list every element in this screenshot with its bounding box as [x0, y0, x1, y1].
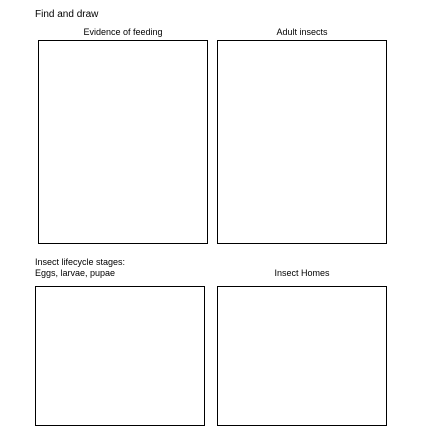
adult-insects-drawing-box[interactable] — [217, 40, 387, 244]
lifecycle-stages-drawing-box[interactable] — [35, 286, 205, 426]
page-title: Find and draw — [35, 9, 99, 20]
lifecycle-stages-label-line-2: Eggs, larvae, pupae — [35, 268, 116, 278]
evidence-of-feeding-drawing-box[interactable] — [38, 40, 208, 244]
insect-homes-drawing-box[interactable] — [217, 286, 387, 426]
lifecycle-stages-label — [35, 257, 125, 279]
adult-insects-label: Adult insects — [276, 27, 328, 37]
evidence-of-feeding-label: Evidence of feeding — [83, 27, 163, 37]
insect-homes-label: Insect Homes — [274, 268, 330, 278]
lifecycle-stages-label-line-1: Insect lifecycle stages: — [35, 257, 126, 267]
